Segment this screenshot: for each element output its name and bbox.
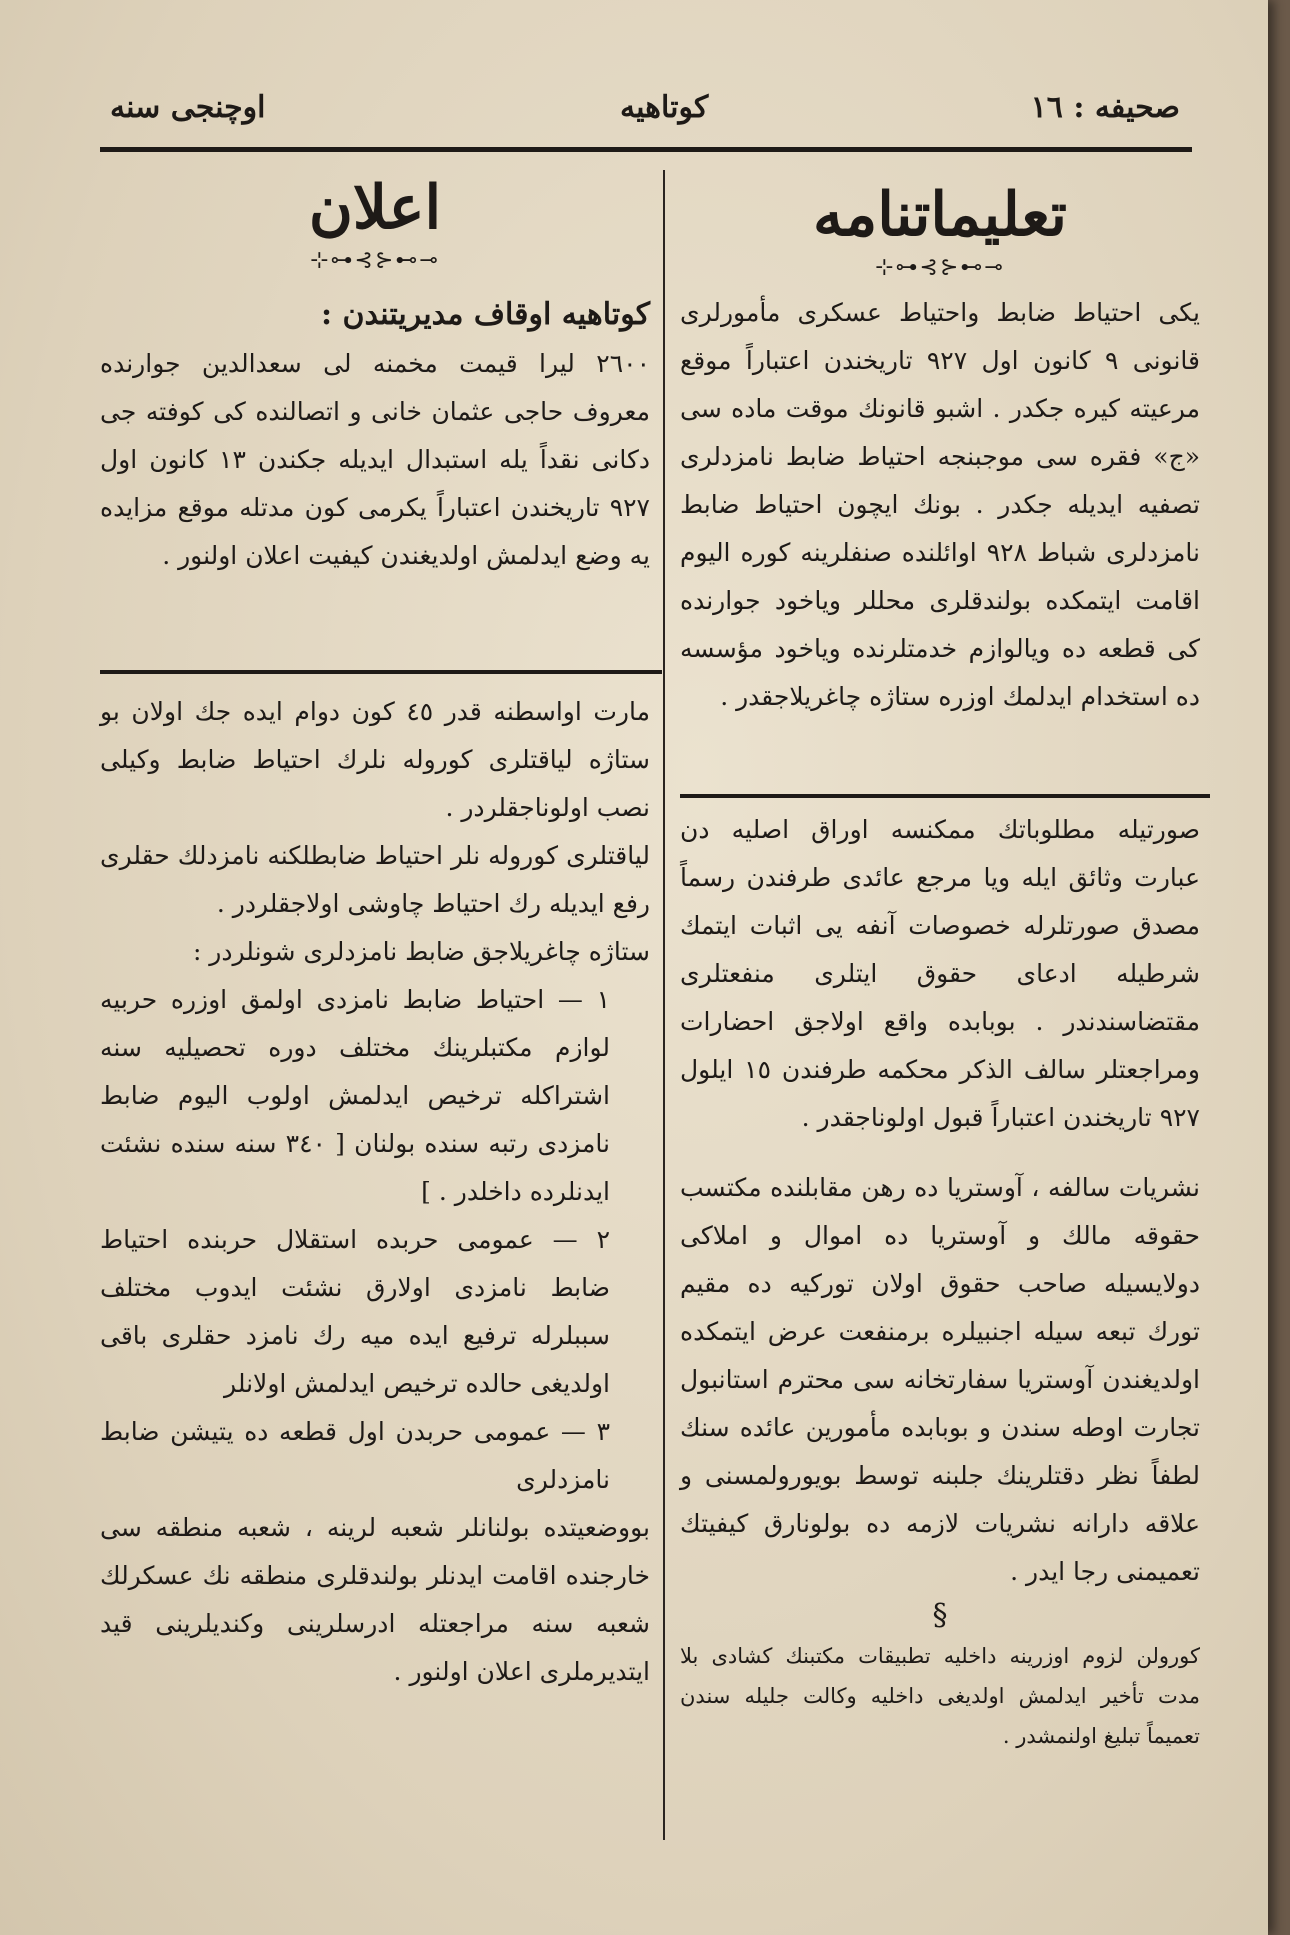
right-paragraph-2: صورتيله مطلوباتك ممكنسه اوراق اصليه دن عبارت وثائق ايله ويا مرجع عائدى طرفندن رسماً مصدق صورتلرله خصوصات آنفه يى اثبات ايتمك شرطيله ادعاى حقوق ايتلرى منفعتلرى مقتضاسندندر . بوبابده واقع اولاجق احضارات ومراجعتلر سالف الذكر محكمه طرفندن ١٥ ايلول ٩٢٧ تاريخندن اعتباراً قبول اولوناجقدر . — [680, 815, 1200, 1132]
notice-body: ٢٦٠٠ ليرا قيمت مخمنه لى سعدالدين جوارنده معروف حاجى عثمان خانى و اتصالنده كى كوفته جى دكانى نقداً يله استبدال ايديله جكندن ١٣ كانون اول ٩٢٧ تاريخندن اعتباراً يكرمى كون مدتله موقع مزايده يه وضع ايدلمش اولديغندن كيفيت اعلان اولنور . — [100, 349, 651, 570]
list-item-2: ٢ — عمومى حربده استقلال حربنده احتياط ضابط نامزدى اولارق نشئت ايدوب مختلف سببلرله ترفيع ايده ميه رك نامزد حقلرى باقى اولديغى حالده ترخيص ايدلمش اولانلر — [100, 1225, 610, 1398]
list-item-1: ١ — احتياط ضابط نامزدى اولمق اوزره حربيه لوازم مكتبلرينك مختلف دوره تحصيليه سنه اشتراكله ترخيص ايدلمش اولوب اليوم ضابط نامزدى رتبه سنده بولنان [ ٣٤٠ سنه سنده نشئت ايدنلرده داخلدر . ] — [100, 985, 610, 1206]
right-paragraph-1: يكى احتياط ضابط واحتياط عسكرى مأمورلرى قانونى ٩ كانون اول ٩٢٧ تاريخندن اعتباراً موقع مرعيته كيره جكدر . اشبو قانونك موقت ماده سى «ج» فقره سى موجبنجه احتياط ضابط نامزدلرى تصفيه ايديله جكدر . بونك ايچون احتياط ضابط نامزدلرى شباط ٩٢٨ اوائلنده صنفلرينه كوره اليوم اقامت ايتمكده بولندقلرى محللر وياخود جوارنده كى قطعه ده ويالوازم خدمتلرنده وياخود مؤسسه ده استخدام ايدلمك اوزره ستاژه چاغريلاجقدر . — [680, 298, 1200, 711]
right-rule — [680, 794, 1210, 798]
left-paragraph-a: مارت اواسطنه قدر ٤٥ كون دوام ايده جك اولان بو ستاژه لياقتلرى كوروله نلرك احتياط ضابط وكيلى نصب اولوناجقلردر . — [100, 697, 650, 822]
left-column-title: اعلان — [308, 173, 442, 243]
header-rule — [100, 147, 1192, 152]
notice-heading: كوتاهيه اوقاف مديريتندن : — [321, 297, 650, 332]
left-ornament: ⊸⊶⊰⊱⊷⊹ — [310, 248, 440, 273]
left-paragraph-c: ستاژه چاغريلاجق ضابط نامزدلرى شونلردر : — [192, 937, 650, 966]
right-column-top — [680, 175, 1200, 721]
section-mark: § — [932, 1598, 948, 1633]
left-column-top — [100, 168, 650, 580]
page-header — [100, 80, 1190, 150]
publication-city: كوتاهيه — [620, 90, 709, 125]
right-column-bottom — [680, 806, 1200, 1756]
left-column-bottom — [100, 688, 650, 1696]
column-divider — [663, 170, 665, 1840]
right-note: كورولن لزوم اوزرينه داخليه تطبيقات مكتبنك كشادى بلا مدت تأخير ايدلمش اولديغى داخليه وكالت جليله سندن تعميماً تبليغ اولنمشدر . — [680, 1644, 1200, 1748]
left-paragraph-b: لياقتلرى كوروله نلر احتياط ضابطلكنه نامزدلك حقلرى رفع ايديله رك احتياط چاوشى اولاجقلردر . — [100, 841, 650, 918]
publication-year: اوچنجى سنه — [110, 90, 266, 125]
left-paragraph-d: بووضعيتده بولنانلر شعبه لرينه ، شعبه منطقه سى خارجنده اقامت ايدنلر بولندقلرى منطقه نك عسكرلك شعبه سنه مراجعتله ادرسلرينى وكنديلرينى قيد ايتديرملرى اعلان اولنور . — [100, 1513, 650, 1686]
right-column-title: تعليماتنامه — [813, 180, 1067, 250]
left-rule — [100, 670, 662, 674]
right-paragraph-3: نشريات سالفه ، آوستريا ده رهن مقابلنده مكتسب حقوقه مالك و آوستريا ده اموال و املاكى دولايسيله صاحب حقوق اولان توركيه ده مقيم تورك تبعه سيله اجنبيلره برمنفعت عرض ايتمكده اولديغندن آوستريا سفارتخانه سى محترم استانبول تجارت اوطه سندن و بوبابده مأمورين عائده سنك لطفاً نظر دقتلرينك جلبنه توسط بويورولمسنى و علاقه دارانه نشريات لازمه ده بولونارق كيفيتك تعميمنى رجا ايدر . — [680, 1173, 1200, 1586]
right-ornament: ⊸⊶⊰⊱⊷⊹ — [875, 255, 1005, 280]
list-item-3: ٣ — عمومى حربدن اول قطعه ده يتيشن ضابط نامزدلرى — [100, 1417, 610, 1494]
page-number: صحيفه : ١٦ — [1030, 90, 1180, 125]
